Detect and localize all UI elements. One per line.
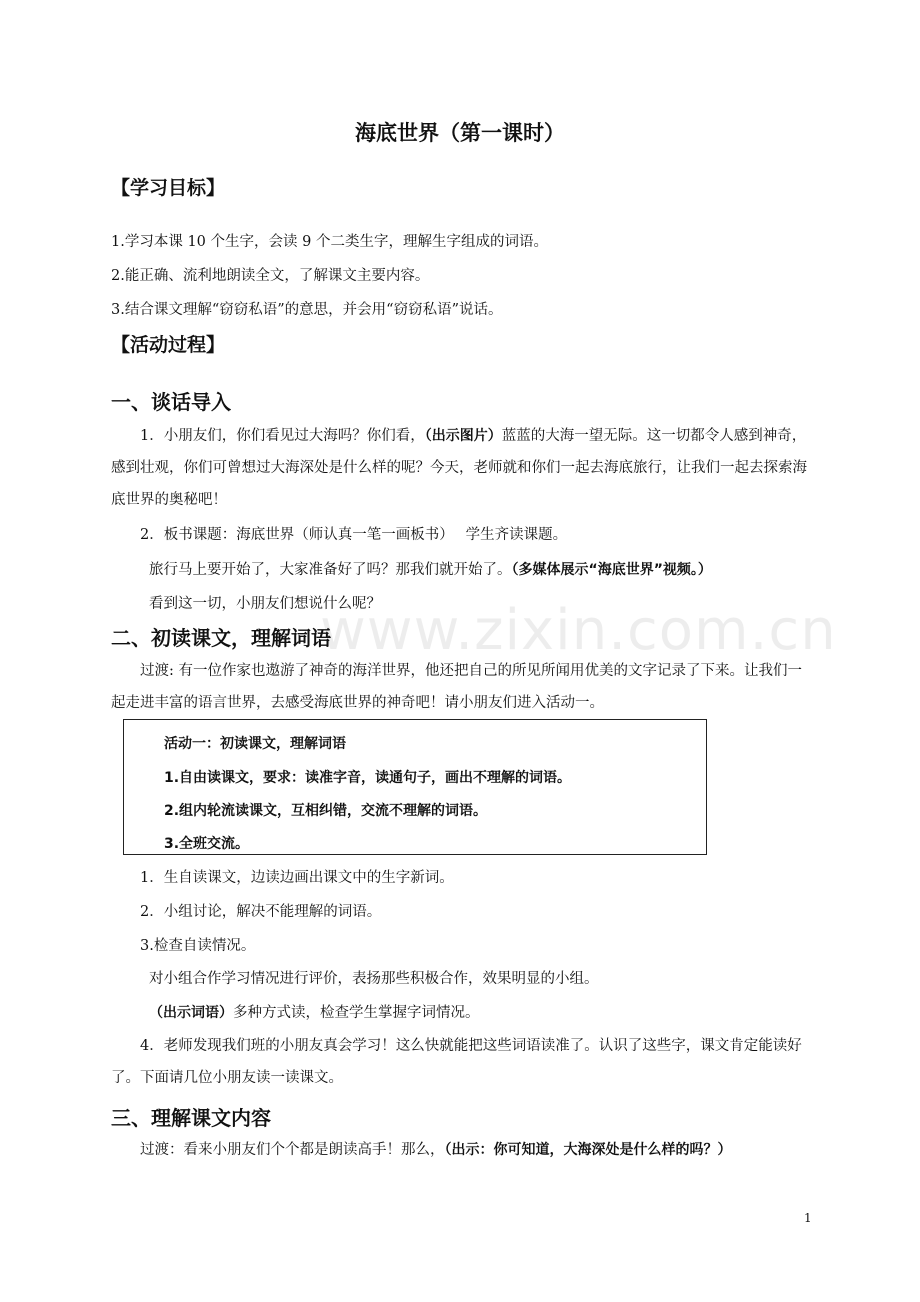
step-1: 1．生自读课文，边读边画出课文中的生字新词。 — [140, 870, 454, 886]
show-picture-note: （出示图片） — [424, 428, 502, 444]
goal-item: 3.结合课文理解“窃窃私语”的意思，并会用“窃窃私语”说话。 — [111, 302, 503, 318]
show-words-note: （出示词语） — [149, 1005, 233, 1021]
activity-title: 活动一：初读课文，理解词语 — [164, 736, 346, 752]
part2-heading: 二、初读课文，理解词语 — [111, 626, 331, 650]
step-evaluation: 对小组合作学习情况进行评价，表扬那些积极合作，效果明显的小组。 — [149, 971, 599, 987]
step-3: 3.检查自读情况。 — [140, 938, 256, 954]
step-2: 2．小组讨论，解决不能理解的词语。 — [140, 904, 382, 920]
video-note: （多媒体展示“海底世界”视频。） — [511, 562, 712, 578]
part1-heading: 一、谈话导入 — [111, 390, 231, 414]
part3-heading: 三、理解课文内容 — [111, 1106, 271, 1130]
question-note: （出示：你可知道，大海深处是什么样的吗？） — [444, 1142, 732, 1158]
part2-transition: 过渡: 有一位作家也遨游了神奇的海洋世界，他还把自己的所见所闻用优美的文字记录了下来。让我们一起走进丰富的语言世界，去感受海底世界的神奇吧！请小朋友们进入活动一。 — [111, 663, 802, 711]
activity-box — [123, 719, 707, 855]
activity-item: 1.自由读课文，要求：读准字音，读通句子，画出不理解的词语。 — [164, 770, 572, 786]
part1-paragraph-4: 看到这一切，小朋友们想说什么呢？ — [149, 596, 381, 612]
goal-item: 1.学习本课 10 个生字，会读 9 个二类生字，理解生字组成的词语。 — [111, 234, 548, 250]
part3-transition: 过渡：看来小朋友们个个都是朗读高手！那么，（出示：你可知道，大海深处是什么样的吗？） — [140, 1142, 732, 1158]
goal-item: 2.能正确、流利地朗读全文，了解课文主要内容。 — [111, 268, 430, 284]
process-heading: 【活动过程】 — [111, 334, 226, 356]
part1-paragraph-3: 旅行马上要开始了，大家准备好了吗？那我们就开始了。（多媒体展示“海底世界”视频。） — [149, 562, 712, 578]
goals-heading: 【学习目标】 — [111, 177, 226, 199]
part1-paragraph-1: 1．小朋友们，你们看见过大海吗？你们看，（出示图片）蓝蓝的大海一望无际。这一切都令人感到神奇，感到壮观，你们可曾想过大海深处是什么样的呢？今天，老师就和你们一起去海底旅行，让我们一起去探索海底世界的奥秘吧！ — [111, 428, 807, 508]
page-number: 1 — [804, 1211, 812, 1225]
step-show-words: （出示词语）多种方式读，检查学生掌握字词情况。 — [149, 1005, 480, 1021]
watermark: www.zixin.com.cn — [320, 598, 837, 663]
part1-paragraph-2: 2．板书课题：海底世界（师认真一笔一画板书） 学生齐读课题。 — [140, 527, 568, 543]
activity-item: 3.全班交流。 — [164, 836, 250, 852]
activity-item: 2.组内轮流读课文，互相纠错，交流不理解的词语。 — [164, 803, 488, 819]
step-4: 4．老师发现我们班的小朋友真会学习！这么快就能把这些词语读准了。认识了这些字，课文肯定能读好了。下面请几位小朋友读一读课文。 — [111, 1038, 802, 1086]
document-title: 海底世界（第一课时） — [355, 121, 565, 145]
